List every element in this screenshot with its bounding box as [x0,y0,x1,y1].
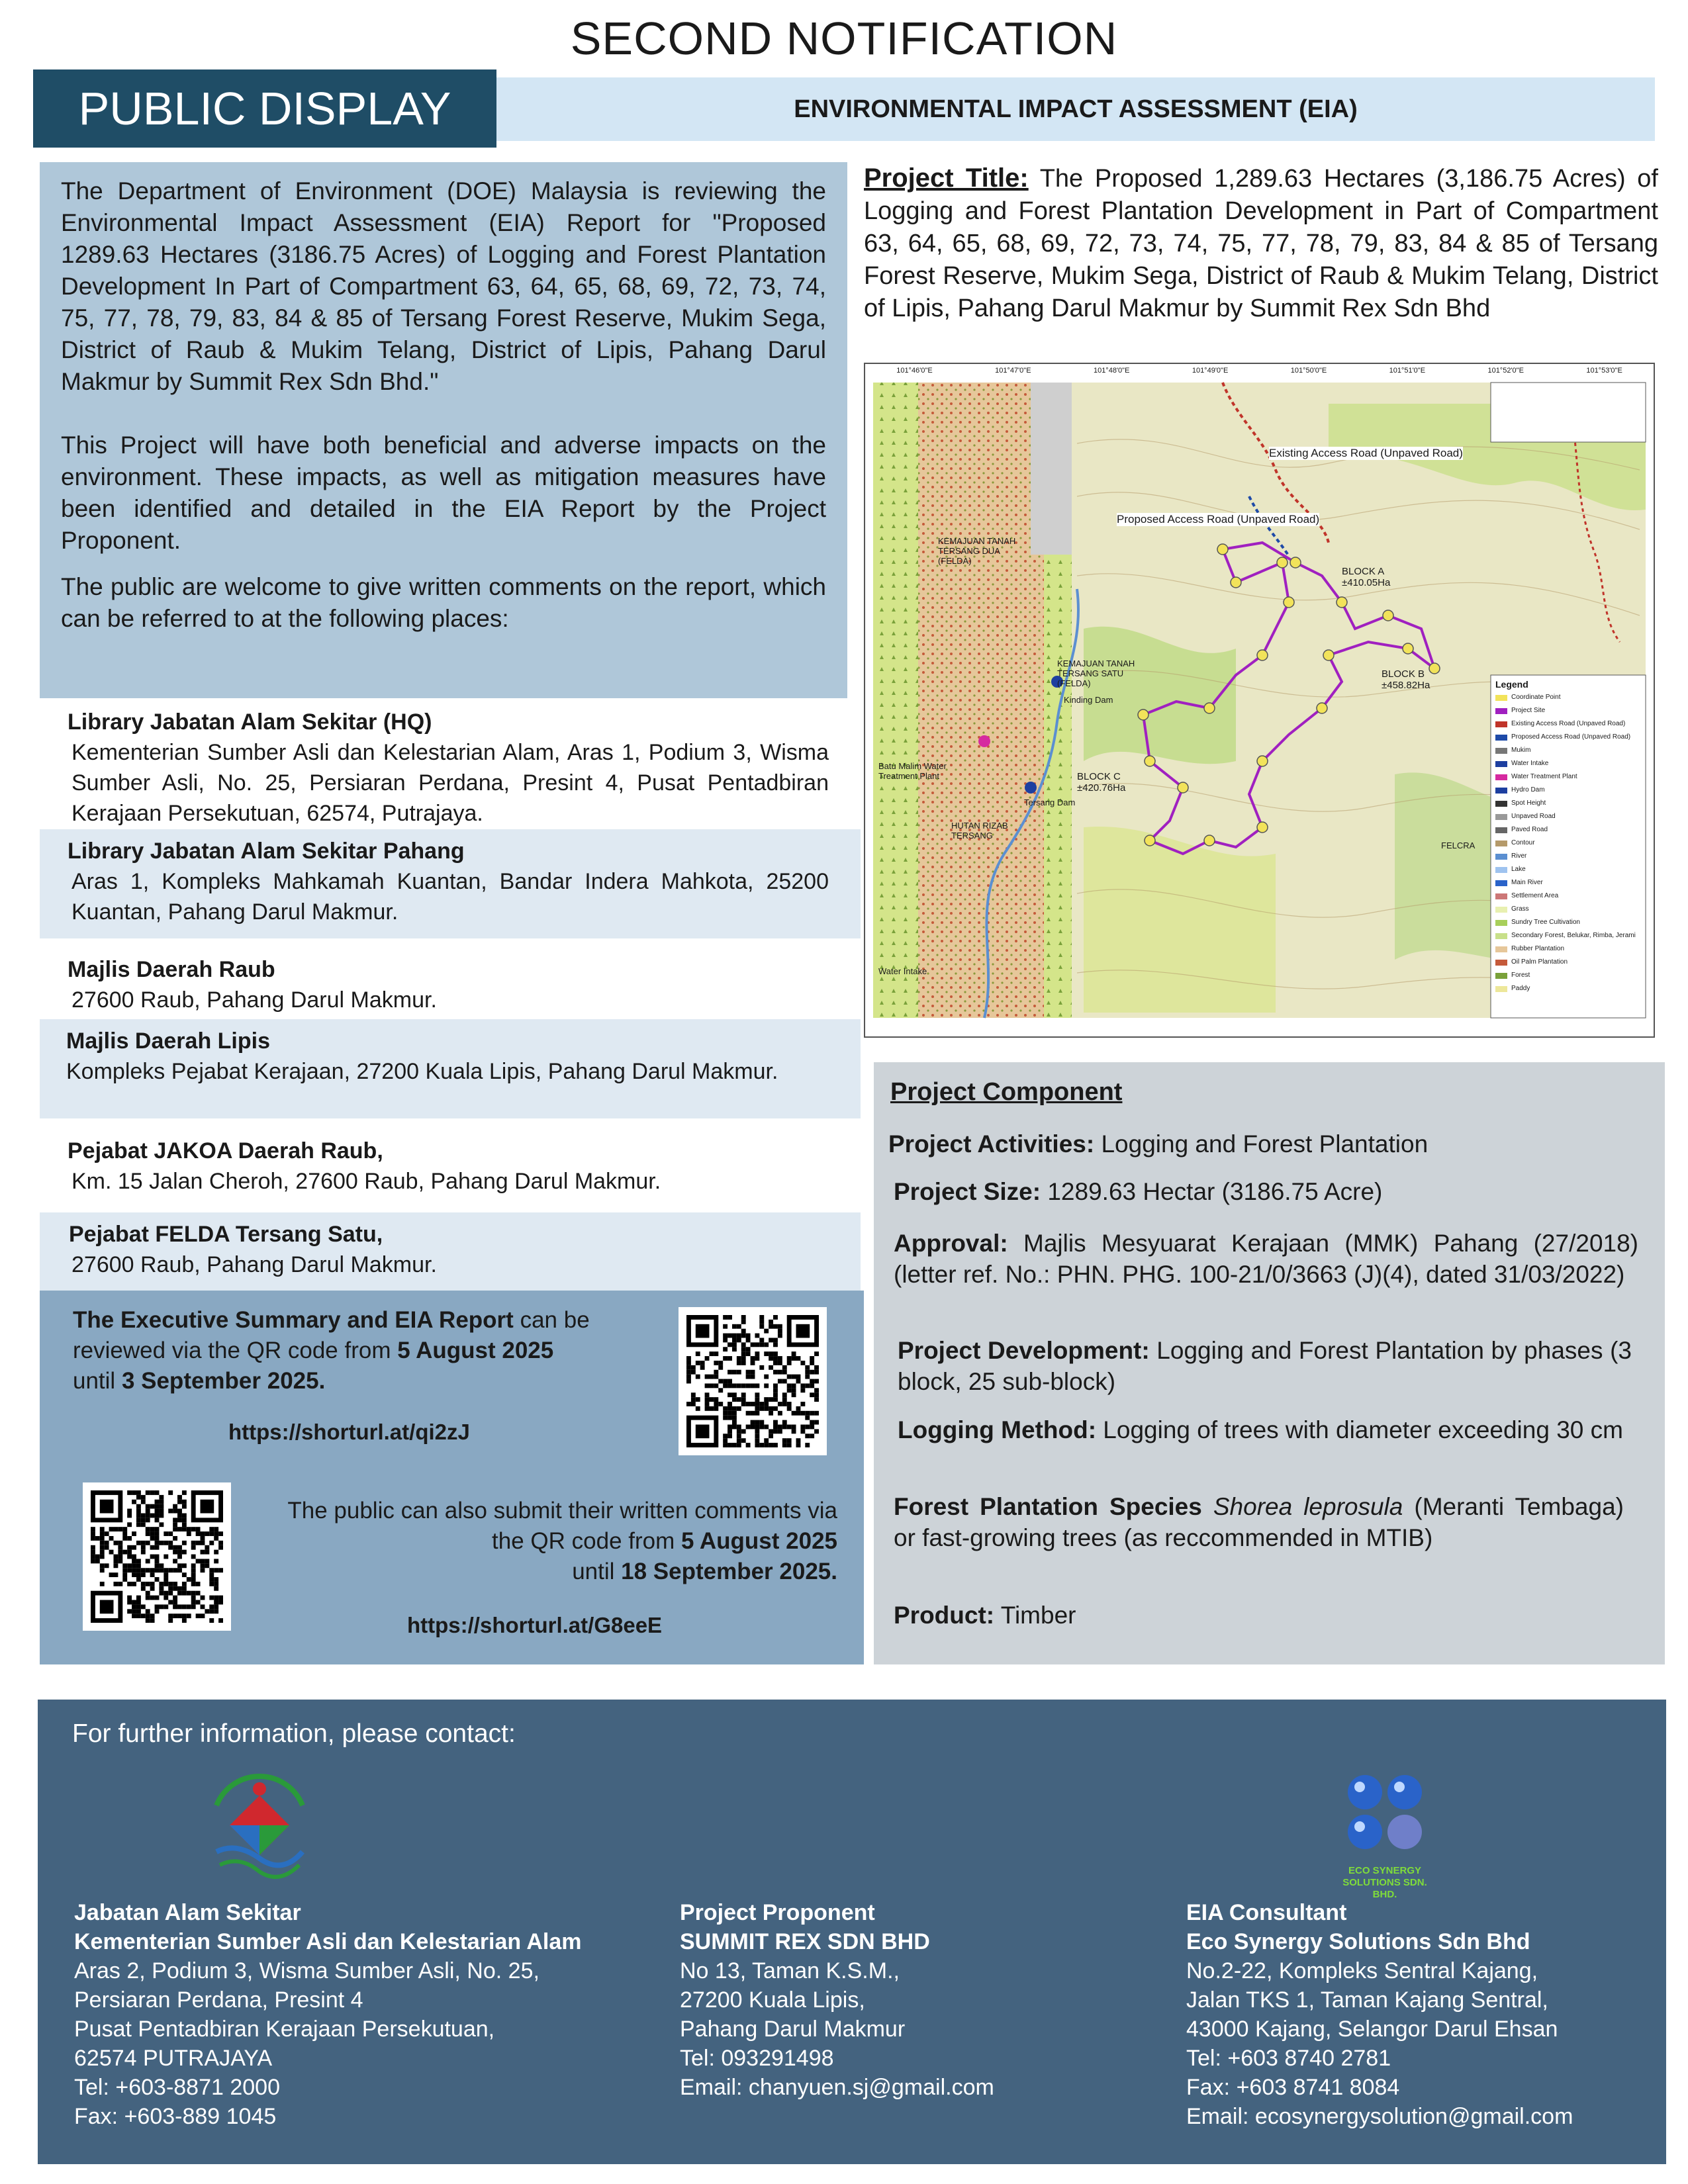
map-legend-item [1495,982,1644,995]
place-doe-pahang [40,829,861,938]
legend-swatch [1495,841,1507,846]
map-legend-item [1495,876,1644,889]
map-legend-item [1495,717,1644,731]
place-address: Kementerian Sumber Asli dan Kelestarian Alam, Aras 1, Podium 3, Wisma Sumber Asli, No. 25, Persiaran Perdana, Presint 4, Pusat Pentadbiran Kerajaan Persekutuan, 62574, Putrajaya. [71,740,829,826]
legend-label: Secondary Forest, Belukar, Rimba, Jerami [1511,932,1636,939]
legend-swatch [1495,933,1507,939]
component-logging-method: Logging Method: Logging of trees with diameter exceeding 30 cm [898,1416,1623,1443]
map-legend-item [1495,691,1644,704]
map-label-kinding-dam: Kinding Dam [1064,695,1113,705]
legend-swatch [1495,946,1507,952]
map-label-hutan-rizab: HUTAN RIZAB TERSANG [951,821,1008,841]
map-legend: Legend Coordinate Point Project Site Existing Access Road (Unpaved Road) Proposed Access Road (Unpaved Road) Mukim Water Intake Water Treatment Plant Hydro Dam Spot Height Unpaved Road Paved Road Contour River Lake Main River Settlement Area Grass Sundry Tree Cultivation Secondary Forest, Belukar, Rimba, Jerami Rubber Plantation Oil Palm Plantation Forest Paddy [1495,678,1644,995]
place-name: Pejabat FELDA Tersang Satu, [69,1222,383,1247]
project-map [864,363,1655,1038]
legend-label: Mukim [1511,747,1531,754]
map-legend-item [1495,850,1644,863]
exec-summary-qr-code[interactable] [679,1307,827,1455]
component-approval: Approval: Majlis Mesyuarat Kerajaan (MMK) Pahang (27/2018)(letter ref. No.: PHN. PHG. 100-21/0/3663 (J)(4), dated 31/03/2022) [894,1230,1638,1288]
legend-swatch [1495,774,1507,780]
map-label-block-a: BLOCK A ±410.05Ha [1342,566,1391,588]
component-product: Product: Timber [894,1602,1076,1629]
legend-label: Oil Palm Plantation [1511,958,1568,966]
legend-label: Lake [1511,866,1526,873]
project-title-label: Project Title: [864,163,1029,193]
eco-synergy-logo-text: ECO SYNERGY SOLUTIONS SDN. BHD. [1342,1865,1427,1900]
place-majlis-lipis [40,1019,861,1118]
place-name: Majlis Daerah Raub [68,957,275,982]
map-label-felcra: FELCRA [1441,841,1476,850]
comments-text: The public can also submit their written comments via the QR code from 5 August 2025 until 18 September 2025. [287,1498,837,1584]
legend-label: Hydro Dam [1511,786,1545,794]
map-legend-item [1495,929,1644,942]
map-label-existing-road: Existing Access Road (Unpaved Road) [1269,447,1463,459]
legend-swatch [1495,880,1507,886]
legend-swatch [1495,788,1507,794]
legend-label: Rubber Plantation [1511,945,1565,952]
map-legend-item [1495,784,1644,797]
map-legend-item [1495,731,1644,744]
legend-swatch [1495,801,1507,807]
place-address: Kompleks Pejabat Kerajaan, 27200 Kuala Lipis, Pahang Darul Makmur. [66,1059,778,1084]
component-species: Forest Plantation Species Shorea leprosula (Meranti Tembaga) or fast-growing trees (as reccommended in MTIB) [894,1493,1624,1551]
footer-intro: For further information, please contact: [72,1719,516,1748]
map-coordinates: 101°46'0"E 101°47'0"E 101°48'0"E 101°49'0"E 101°50'0"E 101°51'0"E 101°52'0"E 101°53'0"E [896,367,1622,375]
map-legend-item [1495,837,1644,850]
map-legend-item [1495,863,1644,876]
map-label-water-intake: Water Intake [878,966,927,976]
map-legend-item [1495,704,1644,717]
page-title: SECOND NOTIFICATION [570,13,1118,64]
component-heading: Project Component [890,1078,1123,1106]
footer-proponent-contact: Project Proponent SUMMIT REX SDN BHD No 13, Taman K.S.M., 27200 Kuala Lipis, Pahang Darul Makmur Tel: 093291498 Email: chanyuen.sj@gmail.com [680,1900,994,2100]
project-title [864,162,1658,325]
component-development: Project Development: Logging and Forest Plantation by phases (3 block, 25 sub-block) [898,1337,1632,1395]
map-legend-item [1495,744,1644,757]
place-name: Majlis Daerah Lipis [66,1028,270,1054]
map-legend-item [1495,956,1644,969]
legend-label: Water Treatment Plant [1511,773,1577,780]
legend-swatch [1495,920,1507,926]
exec-summary-link[interactable]: https://shorturl.at/qi2zJ [228,1420,470,1444]
map-legend-item [1495,969,1644,982]
intro-box [40,162,847,698]
legend-swatch [1495,867,1507,873]
legend-label: Contour [1511,839,1535,846]
legend-label: Existing Access Road (Unpaved Road) [1511,720,1626,727]
place-name: Pejabat JAKOA Daerah Raub, [68,1138,383,1163]
legend-swatch [1495,721,1507,727]
legend-label: Forest [1511,972,1530,979]
comments-link[interactable]: https://shorturl.at/G8eeE [407,1613,663,1637]
legend-label: River [1511,852,1527,860]
eco-synergy-logo [1332,1769,1438,1900]
doe-logo [203,1766,316,1882]
eia-banner: ENVIRONMENTAL IMPACT ASSESSMENT (EIA) [496,77,1655,141]
map-legend-item [1495,770,1644,784]
map-legend-item [1495,797,1644,810]
legend-label: Spot Height [1511,799,1546,807]
legend-swatch [1495,708,1507,714]
place-address: 27600 Raub, Pahang Darul Makmur. [71,1252,437,1277]
map-legend-item [1495,942,1644,956]
legend-swatch [1495,893,1507,899]
component-size: Project Size: 1289.63 Hectar (3186.75 Acre) [894,1178,1383,1205]
legend-swatch [1495,960,1507,966]
place-jakoa-raub [40,1129,861,1206]
place-address: Aras 1, Kompleks Mahkamah Kuantan, Bandar Indera Mahkota, 25200 Kuantan, Pahang Darul Makmur. [71,869,829,925]
comments-qr-code[interactable] [83,1482,231,1631]
place-doe-hq [40,700,861,826]
place-address: 27600 Raub, Pahang Darul Makmur. [71,987,437,1013]
contact-footer [38,1700,1666,2164]
legend-label: Project Site [1511,707,1546,714]
legend-label: Settlement Area [1511,892,1559,899]
legend-swatch [1495,748,1507,754]
project-title-text: The Proposed 1,289.63 Hectares (3,186.75 Acres) of Logging and Forest Plantation Development in Part of Compartment 63, 64, 65, 68, 69, 72, 73, 74, 75, 77, 78, 79, 83, 84 & 85 of Tersang Forest Reserve, Mukim Sega, District of Raub & Mukim Telang, District of Lipis, Pahang Darul Makmur by Summit Rex Sdn Bhd [864,165,1658,322]
qr-section [40,1291,864,1664]
legend-label: Grass [1511,905,1529,913]
legend-swatch [1495,907,1507,913]
map-legend-item [1495,823,1644,837]
map-legend-item [1495,916,1644,929]
legend-label: Proposed Access Road (Unpaved Road) [1511,733,1631,741]
component-activities: Project Activities: Logging and Forest Plantation [888,1130,1429,1158]
legend-label: Water Intake [1511,760,1549,767]
map-legend-item [1495,757,1644,770]
map-label-block-b: BLOCK B ±458.82Ha [1382,668,1430,691]
legend-swatch [1495,695,1507,701]
legend-label: Unpaved Road [1511,813,1556,820]
place-address: Km. 15 Jalan Cheroh, 27600 Raub, Pahang Darul Makmur. [71,1169,661,1194]
legend-swatch [1495,973,1507,979]
intro-paragraph-1: The Department of Environment (DOE) Malaysia is reviewing the Environmental Impact Assessment (EIA) Report for "Proposed 1289.63 Hectares (3186.75 Acres) of Logging and Forest Plantation Development In Part of Compartment 63, 64, 65, 68, 69, 72, 73, 74, 75, 77, 78, 79, 83, 84 & 85 of Tersang Forest Reserve, Mukim Sega, District of Raub & Mukim Telang, District of Lipis, Pahang Darul Makmur by Summit Rex Sdn Bhd." [61,177,826,395]
map-label-felda-2: KEMAJUAN TANAH TERSANG DUA (FELDA) [938,536,1016,566]
map-label-treatment-plant: Batu Malim Water Treatment Plant [878,761,947,781]
place-felda-tersang [40,1212,861,1291]
legend-swatch [1495,735,1507,741]
legend-swatch [1495,761,1507,767]
legend-label: Coordinate Point [1511,694,1561,701]
intro-paragraph-3: The public are welcome to give written comments on the report, which can be referred to at the following places: [61,573,826,632]
legend-swatch [1495,854,1507,860]
project-component-box [874,1062,1665,1664]
public-display-banner: PUBLIC DISPLAY [33,69,496,148]
legend-swatch [1495,814,1507,820]
footer-consultant-contact: EIA Consultant Eco Synergy Solutions Sdn Bhd No.2-22, Kompleks Sentral Kajang, Jalan TKS 1, Taman Kajang Sentral, 43000 Kajang, Selangor Darul Ehsan Tel: +603 8740 2781 Fax: +603 8741 8084 Email: ecosynergysolution@gmail.com [1186,1900,1573,2129]
footer-doe-contact: Jabatan Alam Sekitar Kementerian Sumber Asli dan Kelestarian Alam Aras 2, Podium 3, Wisma Sumber Asli, No. 25, Persiaran Perdana, Presint 4 Pusat Pentadbiran Kerajaan Persekutuan, 62574 PUTRAJAYA Tel: +603-8871 2000 Fax: +603-889 1045 [74,1900,582,2129]
intro-paragraph-2: This Project will have both beneficial and adverse impacts on the environment. These impacts, as well as mitigation measures have been identified and detailed in the EIA Report by the Project Proponent. [61,432,826,554]
exec-summary-text: The Executive Summary and EIA Report can be reviewed via the QR code from 5 August 2025 until 3 September 2025. [73,1307,590,1394]
map-legend-item [1495,810,1644,823]
legend-label: Paved Road [1511,826,1548,833]
place-name: Library Jabatan Alam Sekitar (HQ) [68,709,432,735]
legend-label: Sundry Tree Cultivation [1511,919,1580,926]
place-majlis-raub [40,948,861,1019]
map-label-tersang-dam: Tersang Dam [1024,797,1076,807]
legend-label: Main River [1511,879,1543,886]
map-legend-item [1495,903,1644,916]
legend-swatch [1495,986,1507,992]
map-label-felda-1: KEMAJUAN TANAH TERSANG SATU (FELDA) [1057,659,1135,688]
legend-label: Paddy [1511,985,1530,992]
map-legend-item [1495,889,1644,903]
legend-swatch [1495,827,1507,833]
map-label-block-c: BLOCK C ±420.76Ha [1077,771,1126,794]
map-label-proposed-road: Proposed Access Road (Unpaved Road) [1117,513,1320,525]
place-name: Library Jabatan Alam Sekitar Pahang [68,839,465,864]
